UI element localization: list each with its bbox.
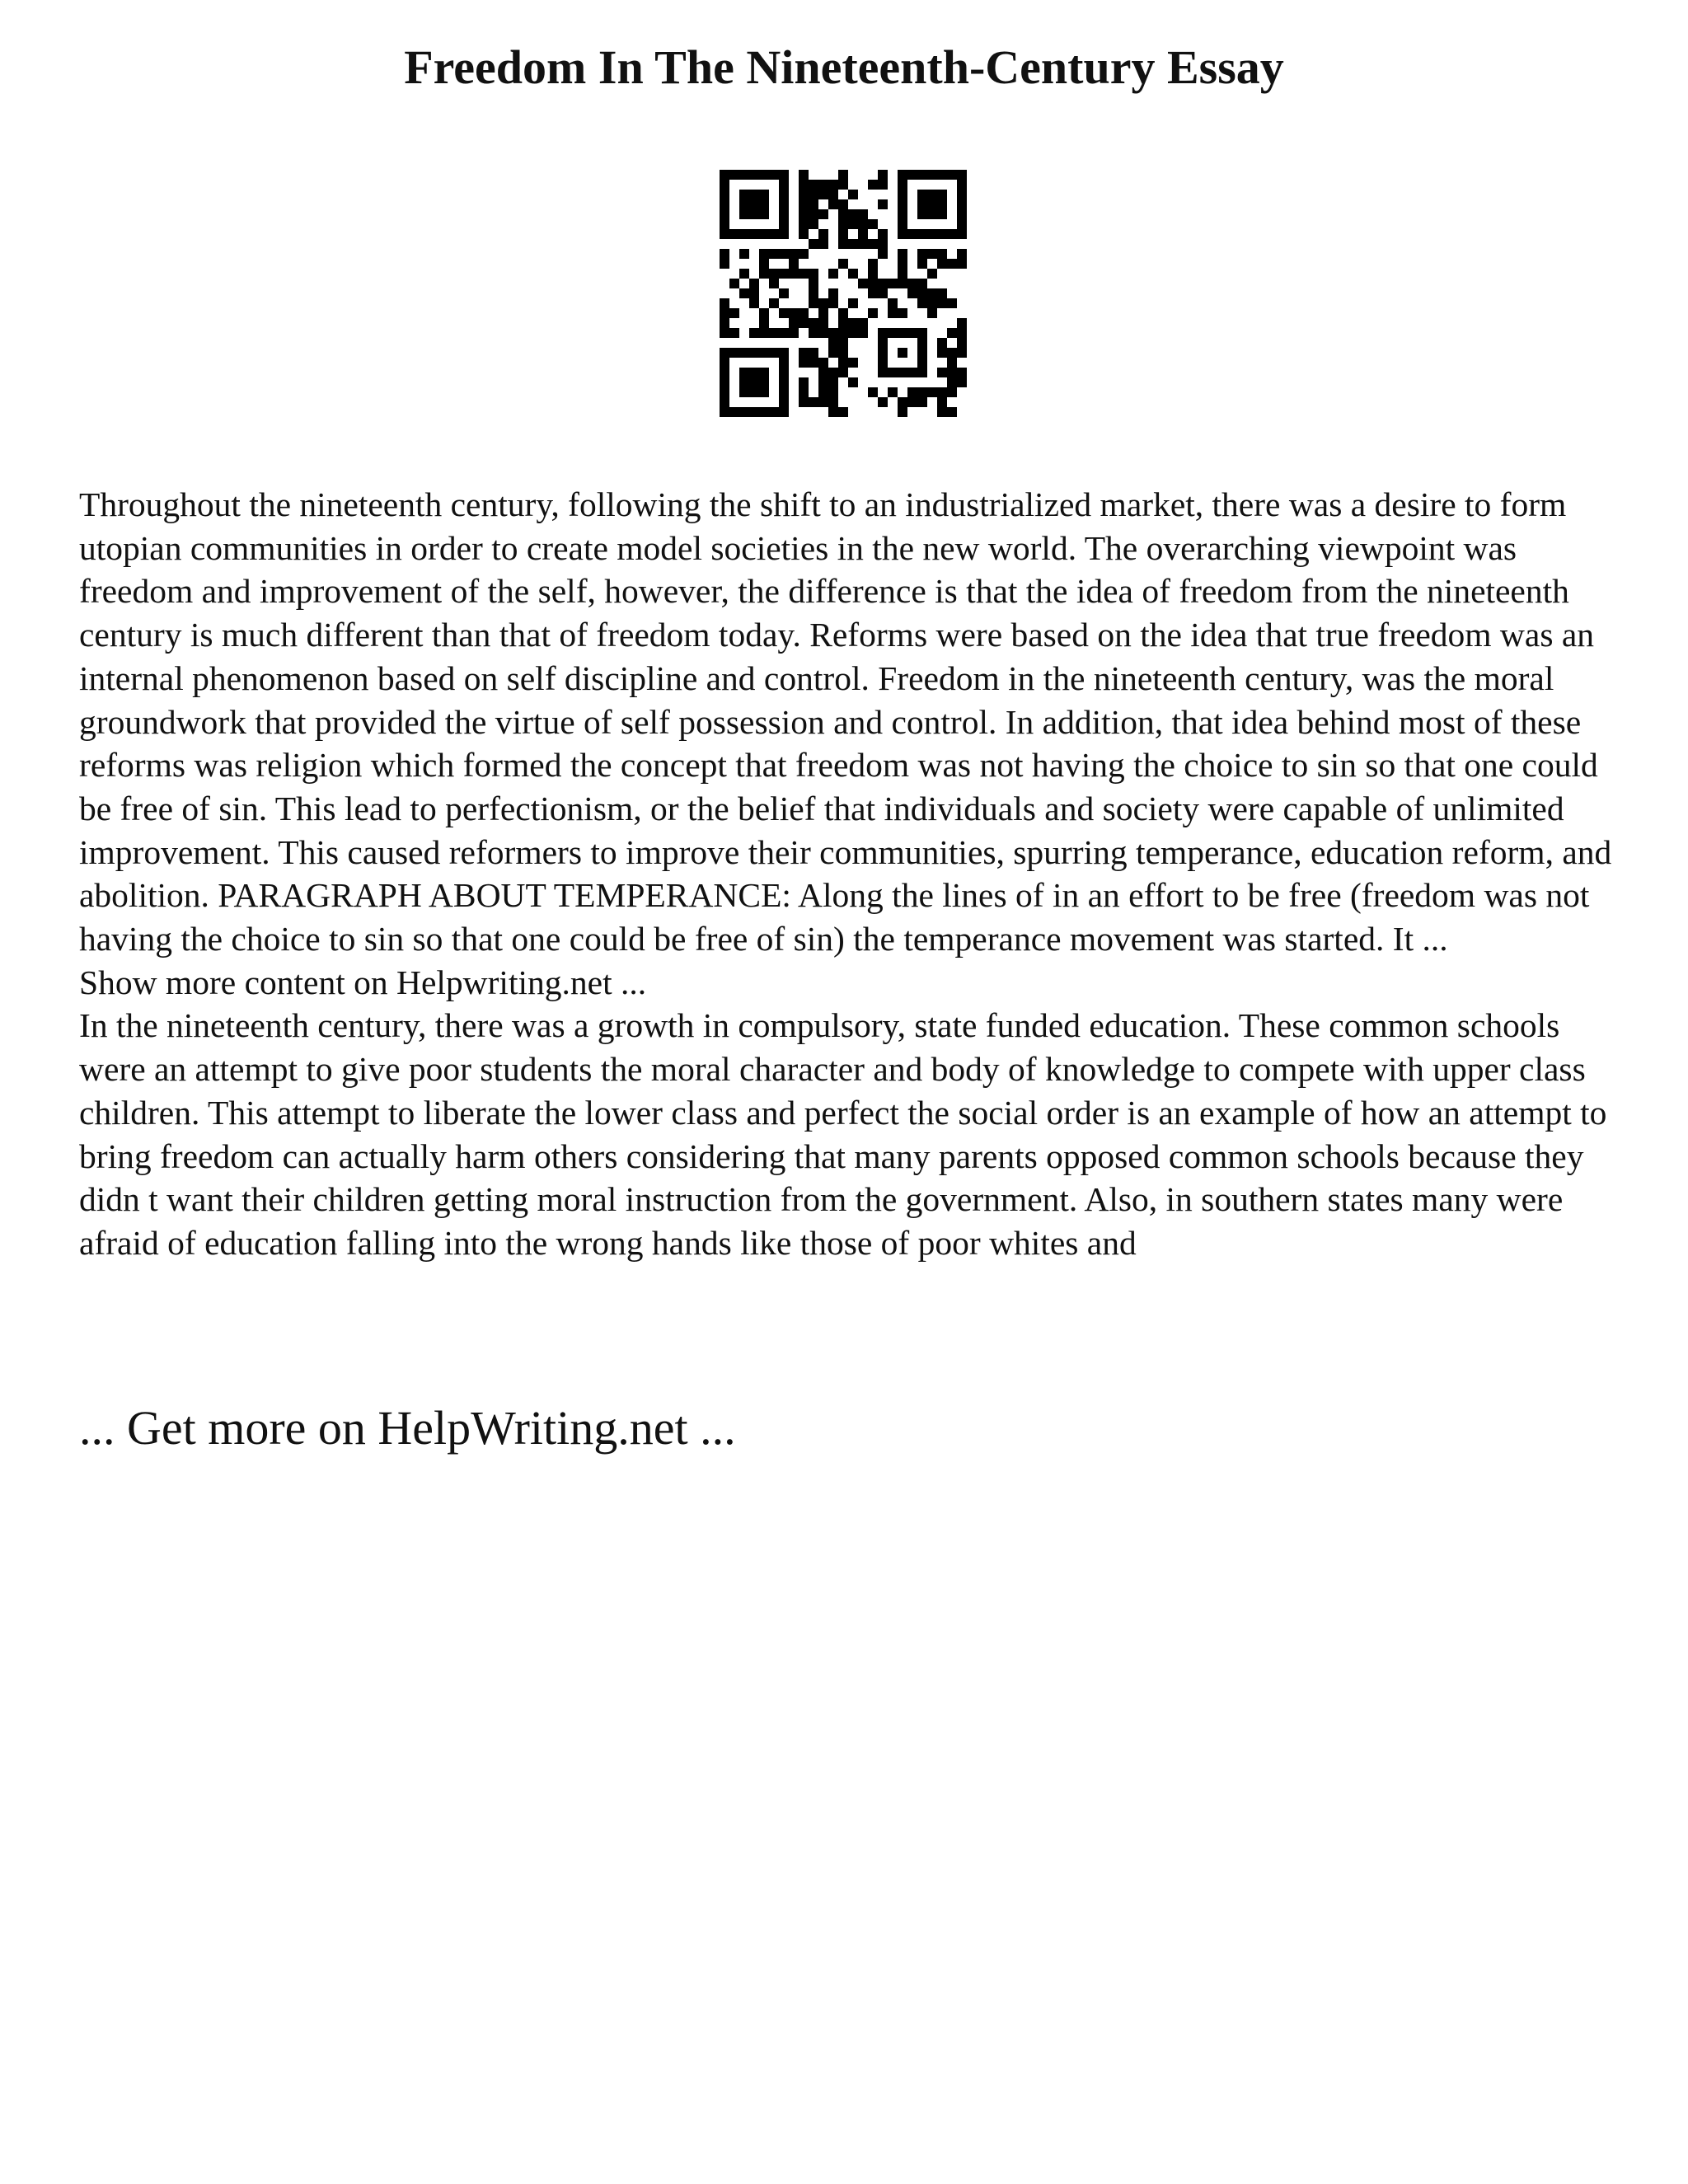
qr-code-icon bbox=[720, 170, 967, 417]
get-more-link[interactable]: ... Get more on HelpWriting.net ... bbox=[79, 1401, 736, 1455]
paragraph: In the nineteenth century, there was a growth in compulsory, state funded education. These common schools were an attempt to give poor students the moral character and body of knowledge to compete with upper class children. This attempt to liberate the lower class and perfect the social order is an example of how an attempt to bring freedom can actually harm others considering that many parents opposed common schools because they didn t want their children getting moral instruction from the government. Also, in southern states many were afraid of education falling into the wrong hands like those of poor whites and bbox=[79, 1006, 1607, 1262]
paragraph: Throughout the nineteenth century, following the shift to an industrialized market, there was a desire to form utopian communities in order to create model societies in the new world. The overarching viewpoint was freedom and improvement of the self, however, the difference is that the idea of freedom from the nineteenth century is much different than that of freedom today. Reforms were based on the idea that true freedom was an internal phenomenon based on self discipline and control. Freedom in the nineteenth century, was the moral groundwork that provided the virtue of self possession and control. In addition, that idea behind most of these reforms was religion which formed the concept that freedom was not having the choice to sin so that one could be free of sin. This lead to perfectionism, or the belief that individuals and society were capable of unlimited improvement. This caused reformers to improve their communities, spurring temperance, education reform, and abolition. PARAGRAPH ABOUT TEMPERANCE: Along the lines of in an effort to be free (freedom was not having the choice to sin so that one could be free of sin) the temperance movement was started. It ... bbox=[79, 485, 1612, 958]
show-more-link[interactable]: Show more content on Helpwriting.net ... bbox=[79, 963, 647, 1001]
essay-body bbox=[79, 483, 1629, 1265]
page-title: Freedom In The Nineteenth-Century Essay bbox=[404, 40, 1284, 94]
